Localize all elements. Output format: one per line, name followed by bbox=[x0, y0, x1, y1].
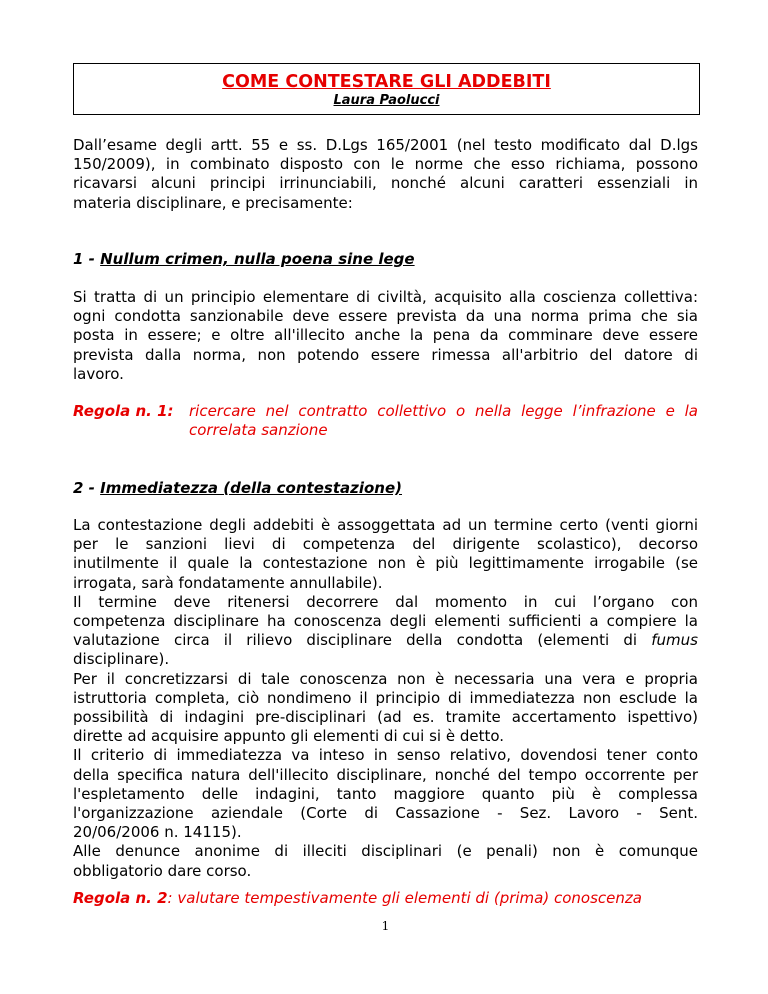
section-1-number: 1 - bbox=[73, 250, 101, 268]
section-2-number: 2 - bbox=[73, 479, 101, 497]
rule-1-text: ricercare nel contratto collettivo o nella legge l’infrazione e la bbox=[189, 402, 698, 420]
document-title: COME CONTESTARE GLI ADDEBITI bbox=[222, 72, 551, 92]
paragraph-line: ogni condotta sanzionabile deve essere prevista da una norma prima che sia bbox=[73, 307, 698, 326]
rule-1-label: Regola n. 1: bbox=[73, 402, 174, 420]
paragraph-line: obbligatorio dare corso. bbox=[73, 861, 252, 880]
paragraph-line: Alle denunce anonime di illeciti disciplinari (e penali) non è comunque bbox=[73, 842, 698, 861]
paragraph-line: disciplinare). bbox=[73, 650, 170, 669]
paragraph-line: posta in essere; e oltre all'illecito anche la pena da comminare deve essere bbox=[73, 326, 698, 345]
paragraph-line: l'organizzazione aziendale (Corte di Cassazione - Sez. Lavoro - Sent. bbox=[73, 804, 698, 823]
section-1-paragraph bbox=[73, 288, 698, 384]
paragraph-line: istruttoria completa, ciò nondimeno il principio di immediatezza non esclude la bbox=[73, 688, 698, 707]
rule-1-text: correlata sanzione bbox=[189, 421, 328, 439]
paragraph-line: 20/06/2006 n. 14115). bbox=[73, 823, 242, 842]
rule-2 bbox=[73, 889, 698, 908]
paragraph-line: Il termine deve ritenersi decorrere dal momento in cui l’organo con bbox=[73, 592, 698, 611]
paragraph-line: inutilmente il quale la contestazione non è più legittimamente irrogabile (se bbox=[73, 554, 698, 573]
paragraph-line: competenza disciplinare ha conoscenza degli elementi sufficienti a compiere la bbox=[73, 612, 698, 631]
paragraph-line: l'espletamento delle indagini, tanto maggiore quanto più è complessa bbox=[73, 784, 698, 803]
paragraph-line: possibilità di indagini pre-disciplinari (ad es. tramite accertamento ispettivo) bbox=[73, 708, 698, 727]
paragraph-line: dirette ad acquisire appunto gli elementi di cui si è detto. bbox=[73, 727, 505, 746]
intro-paragraph bbox=[73, 136, 698, 213]
title-box bbox=[73, 63, 700, 115]
section-2-title: Immediatezza (della contestazione) bbox=[100, 479, 402, 497]
section-2-heading bbox=[73, 479, 402, 498]
paragraph-line: valutazione circa il rilievo disciplinare della condotta (elementi di fumus bbox=[73, 631, 698, 650]
intro-line: materia disciplinare, e precisamente: bbox=[73, 193, 353, 212]
paragraph-line: prevista dalla norma, non potendo essere rimessa all'arbitrio del datore di bbox=[73, 345, 698, 364]
fumus-term: fumus bbox=[651, 631, 698, 650]
intro-line: ricavarsi alcuni principi irrinunciabili, nonché alcuni caratteri essenziali in bbox=[73, 174, 698, 193]
paragraph-line: irrogata, sarà fondatamente annullabile). bbox=[73, 573, 383, 592]
paragraph-line: per le sanzioni lievi di competenza del dirigente scolastico), decorso bbox=[73, 535, 698, 554]
author-name: Laura Paolucci bbox=[333, 93, 440, 108]
section-1-heading bbox=[73, 250, 415, 269]
paragraph-line: La contestazione degli addebiti è assoggettata ad un termine certo (venti giorni bbox=[73, 516, 698, 534]
page-number: 1 bbox=[381, 919, 390, 933]
paragraph-line: Si tratta di un principio elementare di civiltà, acquisito alla coscienza collettiva: bbox=[73, 288, 698, 306]
rule-2-label: Regola n. 2 bbox=[73, 889, 168, 907]
rule-2-text: : valutare tempestivamente gli elementi di (prima) conoscenza bbox=[167, 889, 642, 907]
paragraph-line: Per il concretizzarsi di tale conoscenza non è necessaria una vera e propria bbox=[73, 669, 698, 688]
paragraph-line: Il criterio di immediatezza va inteso in senso relativo, dovendosi tener conto bbox=[73, 746, 698, 765]
paragraph-line: della specifica natura dell'illecito disciplinare, nonché del tempo occorrente per bbox=[73, 765, 698, 784]
section-2-paragraph bbox=[73, 516, 698, 881]
rule-1 bbox=[73, 402, 698, 442]
intro-line: Dall’esame degli artt. 55 e ss. D.Lgs 165/2001 (nel testo modificato dal D.lgs bbox=[73, 136, 698, 154]
section-1-title: Nullum crimen, nulla poena sine lege bbox=[100, 250, 415, 268]
paragraph-line: lavoro. bbox=[73, 364, 124, 383]
intro-line: 150/2009), in combinato disposto con le norme che esso richiama, possono bbox=[73, 155, 698, 174]
